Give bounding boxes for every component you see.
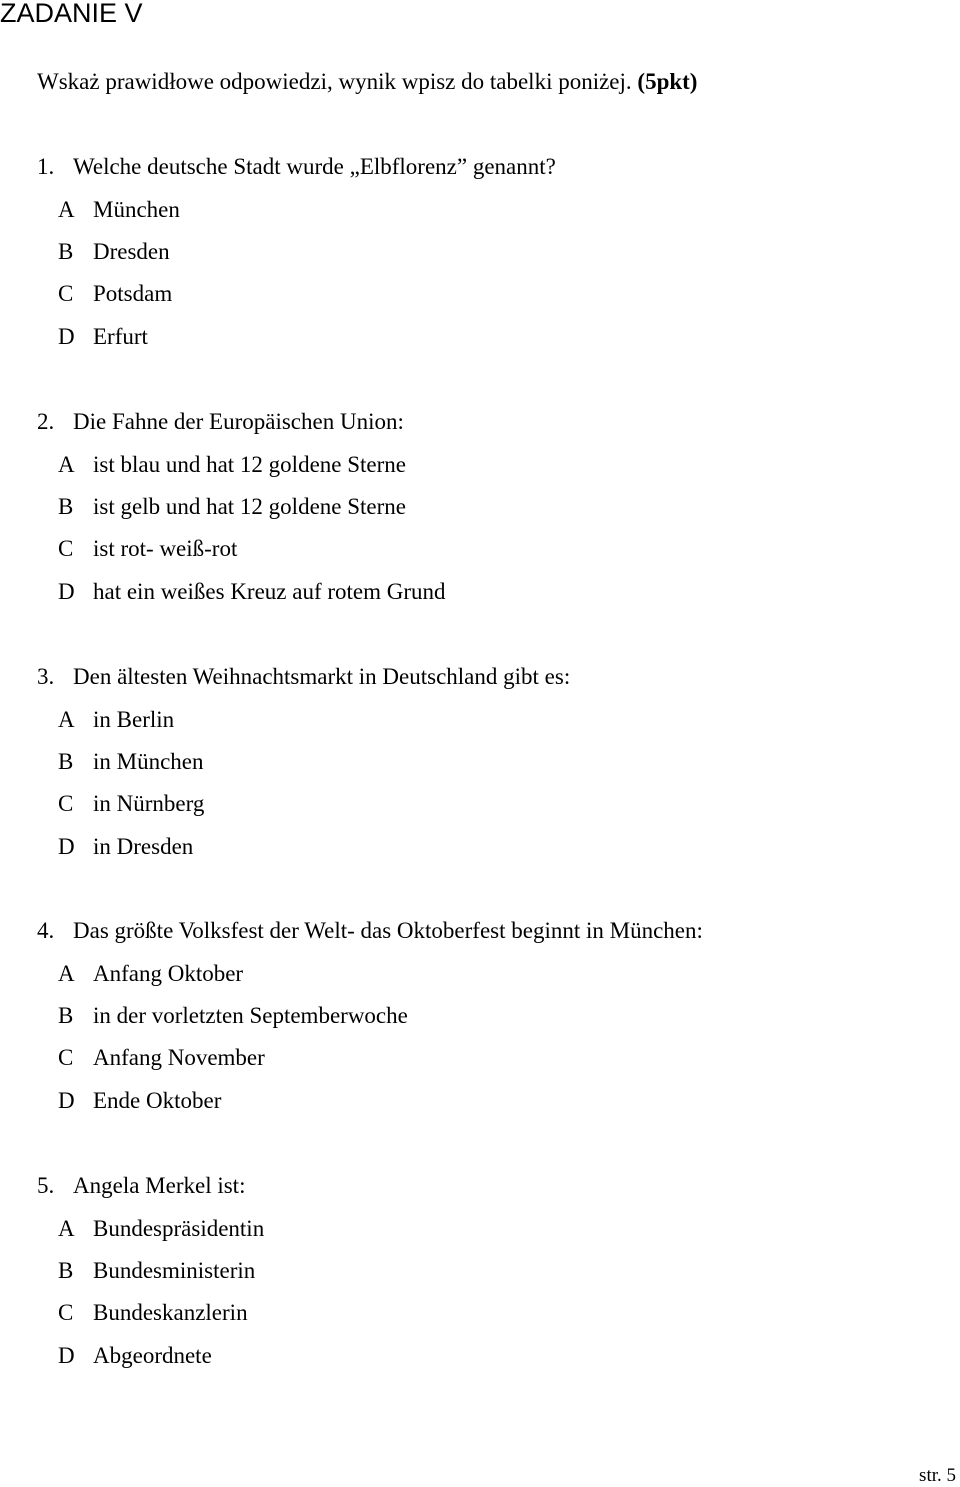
page-title: ZADANIE V [0, 0, 143, 28]
option-letter: C [58, 791, 74, 816]
question-text: Angela Merkel ist: [73, 1173, 246, 1198]
option-d [58, 577, 446, 607]
question-text: Welche deutsche Stadt wurde „Elbflorenz” genannt? [73, 154, 556, 179]
option-letter: C [58, 1300, 74, 1325]
question-number: 5. [37, 1173, 55, 1198]
option-b [58, 1001, 408, 1031]
option-b [58, 1256, 255, 1286]
option-a [58, 450, 406, 480]
option-text: Anfang November [93, 1045, 265, 1070]
option-text: ist gelb und hat 12 goldene Sterne [93, 494, 406, 519]
option-a [58, 195, 180, 225]
option-letter: B [58, 1003, 74, 1028]
option-letter: B [58, 494, 74, 519]
question-text: Den ältesten Weihnachtsmarkt in Deutschland gibt es: [73, 664, 571, 689]
option-text: München [93, 197, 180, 222]
option-text: Bundesministerin [93, 1258, 256, 1283]
option-text: in Nürnberg [93, 791, 205, 816]
question-number: 1. [37, 154, 55, 179]
option-letter: B [58, 239, 74, 264]
option-d [58, 1341, 212, 1371]
option-letter: A [58, 707, 75, 732]
option-letter: B [58, 1258, 74, 1283]
option-letter: B [58, 749, 74, 774]
option-letter: A [58, 1216, 75, 1241]
option-b [58, 492, 406, 522]
option-text: Anfang Oktober [93, 961, 244, 986]
option-a [58, 705, 174, 735]
option-text: Bundeskanzlerin [93, 1300, 248, 1325]
option-letter: C [58, 281, 74, 306]
instruction [37, 67, 697, 97]
option-c [58, 279, 172, 309]
option-text: Bundespräsidentin [93, 1216, 265, 1241]
option-b [58, 237, 170, 267]
option-a [58, 1214, 264, 1244]
option-letter: D [58, 324, 75, 349]
option-d [58, 322, 148, 352]
question-number: 3. [37, 664, 55, 689]
question-text: Die Fahne der Europäischen Union: [73, 409, 404, 434]
option-c [58, 789, 204, 819]
option-text: in Dresden [93, 834, 194, 859]
question-text: Das größte Volksfest der Welt- das Oktoberfest beginnt in München: [73, 918, 703, 943]
option-text: in Berlin [93, 707, 175, 732]
question-number: 4. [37, 918, 55, 943]
question-number: 2. [37, 409, 55, 434]
option-c [58, 534, 237, 564]
option-letter: D [58, 1088, 75, 1113]
option-text: Erfurt [93, 324, 148, 349]
question-line [37, 916, 703, 946]
question-line [37, 662, 570, 692]
option-text: in der vorletzten Septemberwoche [93, 1003, 408, 1028]
option-text: Potsdam [93, 281, 173, 306]
option-letter: A [58, 197, 75, 222]
option-text: ist rot- weiß-rot [93, 536, 238, 561]
option-text: hat ein weißes Kreuz auf rotem Grund [93, 579, 446, 604]
option-text: Ende Oktober [93, 1088, 222, 1113]
option-text: in München [93, 749, 204, 774]
option-letter: D [58, 834, 75, 859]
option-letter: D [58, 1343, 75, 1368]
option-text: Dresden [93, 239, 170, 264]
question-line [37, 152, 556, 182]
option-a [58, 959, 243, 989]
option-letter: C [58, 1045, 74, 1070]
option-c [58, 1298, 248, 1328]
option-letter: C [58, 536, 74, 561]
option-letter: A [58, 452, 75, 477]
page-number: str. 5 [919, 1465, 956, 1486]
option-text: ist blau und hat 12 goldene Sterne [93, 452, 406, 477]
instruction-points: (5pkt) [637, 69, 698, 94]
option-c [58, 1043, 265, 1073]
option-letter: D [58, 579, 75, 604]
question-line [37, 1171, 245, 1201]
option-text: Abgeordnete [93, 1343, 212, 1368]
option-letter: A [58, 961, 75, 986]
instruction-text: Wskaż prawidłowe odpowiedzi, wynik wpisz do tabelki poniżej. [37, 69, 638, 94]
option-d [58, 1086, 221, 1116]
option-b [58, 747, 204, 777]
question-line [37, 407, 404, 437]
option-d [58, 832, 193, 862]
